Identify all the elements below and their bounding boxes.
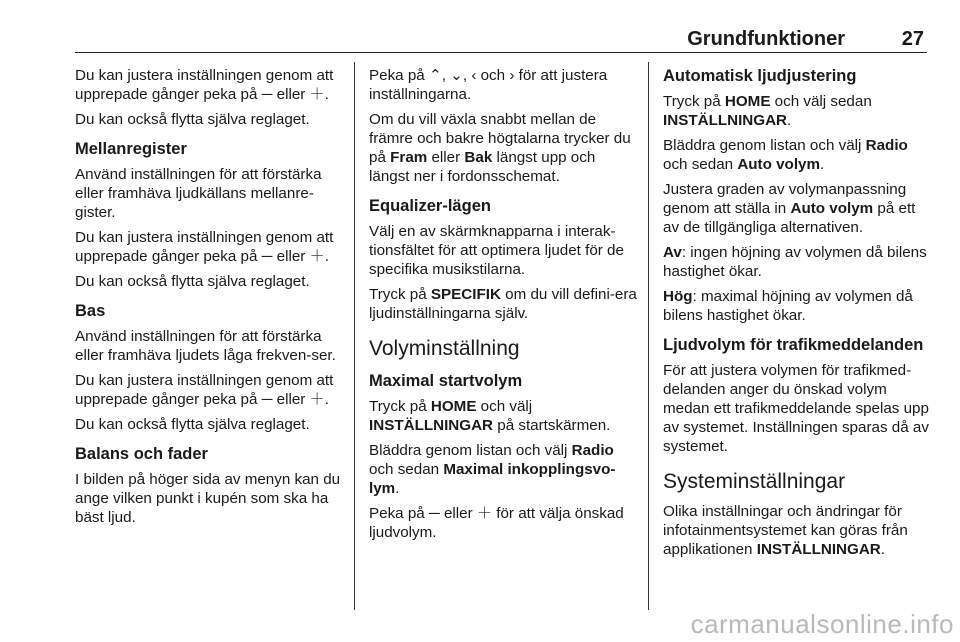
heading-maximal-startvolym: Maximal startvolym bbox=[369, 372, 523, 390]
chevron-left-icon: ‹ bbox=[471, 67, 477, 84]
heading-bas: Bas bbox=[75, 302, 106, 320]
paragraph: Om du vill växla snabbt mellan de främre och bakre högtalarna trycker du på Fram eller Bak längst upp och längst ner i fordonsschemat. bbox=[369, 111, 631, 185]
paragraph: Av: ingen höjning av volymen då bilens hastighet ökar. bbox=[663, 244, 927, 280]
paragraph: Du kan också flytta själva reglaget. bbox=[75, 273, 310, 290]
heading-equalizer-lagen: Equalizer-lägen bbox=[369, 197, 491, 215]
paragraph: Tryck på HOME och välj sedan INSTÄLLNINGAR. bbox=[663, 93, 872, 129]
heading-volyminstallning: Volyminställning bbox=[369, 337, 520, 360]
paragraph: Hög: maximal höjning av volymen då bilens hastighet ökar. bbox=[663, 288, 913, 324]
page-header bbox=[75, 26, 927, 53]
paragraph: Tryck på SPECIFIK om du vill defini-era ljudinställningarna själv. bbox=[369, 286, 637, 322]
heading-balans-och-fader: Balans och fader bbox=[75, 445, 208, 463]
paragraph: Justera graden av volymanpassning genom att ställa in Auto volym på ett av de tillgängliga alternativen. bbox=[663, 181, 916, 236]
column-3 bbox=[663, 66, 931, 565]
minus-icon: ─ bbox=[261, 391, 273, 408]
paragraph: Olika inställningar och ändringar för infotainmentsystemet kan göras från applikationen INSTÄLLNINGAR. bbox=[663, 503, 908, 558]
paragraph: För att justera volymen för trafikmed-delanden anger du önskad volym medan ett trafikmeddelande spelas upp av systemet. Inställningen sparas då av systemet. bbox=[663, 362, 929, 455]
paragraph: Välj en av skärmknapparna i interak-tionsfältet för att optimera ljudet för de specifika musikstilarna. bbox=[369, 223, 624, 278]
paragraph: Tryck på HOME och välj INSTÄLLNINGAR på startskärmen. bbox=[369, 398, 611, 434]
heading-mellanregister: Mellanregister bbox=[75, 140, 187, 158]
header-title: Grundfunktioner bbox=[687, 28, 845, 50]
page-number: 27 bbox=[901, 28, 924, 50]
plus-icon: ＋ bbox=[309, 86, 325, 103]
paragraph: Använd inställningen för att förstärka eller framhäva ljudets låga frekven-ser. bbox=[75, 328, 336, 364]
paragraph: Bläddra genom listan och välj Radio och sedan Auto volym. bbox=[663, 137, 908, 173]
heading-systeminstallningar: Systeminställningar bbox=[663, 470, 846, 493]
paragraph: Du kan justera inställningen genom att upprepade gånger peka på ─ eller ＋. bbox=[75, 372, 334, 408]
paragraph: Du kan justera inställningen genom att upprepade gånger peka på ─ eller ＋. bbox=[75, 229, 334, 265]
paragraph: Du kan justera inställningen genom att upprepade gånger peka på ─ eller ＋. bbox=[75, 67, 334, 103]
chevron-down-icon: ⌄ bbox=[450, 67, 463, 84]
paragraph: Använd inställningen för att förstärka eller framhäva ljudkällans mellanre-gister. bbox=[75, 166, 322, 221]
minus-icon: ─ bbox=[261, 86, 273, 103]
heading-ljudvolym-trafikmeddelanden: Ljudvolym för trafikmeddelanden bbox=[663, 336, 924, 354]
minus-icon: ─ bbox=[261, 248, 273, 265]
plus-icon: ＋ bbox=[309, 248, 325, 265]
chevron-right-icon: › bbox=[509, 67, 515, 84]
column-divider bbox=[354, 62, 355, 610]
watermark: carmanualsonline.info bbox=[690, 609, 954, 639]
paragraph: Du kan också flytta själva reglaget. bbox=[75, 111, 310, 128]
paragraph: Bläddra genom listan och välj Radio och sedan Maximal inkopplingsvo-lym. bbox=[369, 442, 616, 497]
paragraph: Peka på ⌃, ⌄, ‹ och › för att justera inställningarna. bbox=[369, 67, 608, 103]
paragraph: Du kan också flytta själva reglaget. bbox=[75, 416, 310, 433]
plus-icon: ＋ bbox=[309, 391, 325, 408]
paragraph: Peka på ─ eller ＋ för att välja önskad ljudvolym. bbox=[369, 505, 624, 541]
heading-automatisk-ljudjustering: Automatisk ljudjustering bbox=[663, 67, 857, 85]
column-1 bbox=[75, 66, 347, 533]
paragraph: I bilden på höger sida av menyn kan du ange vilken punkt i kupén som ska ha bäst ljud. bbox=[75, 471, 341, 526]
column-2 bbox=[369, 66, 637, 548]
chevron-up-icon: ⌃ bbox=[428, 67, 442, 84]
column-divider bbox=[648, 62, 649, 610]
minus-icon: ─ bbox=[428, 505, 440, 522]
plus-icon: ＋ bbox=[476, 505, 493, 522]
